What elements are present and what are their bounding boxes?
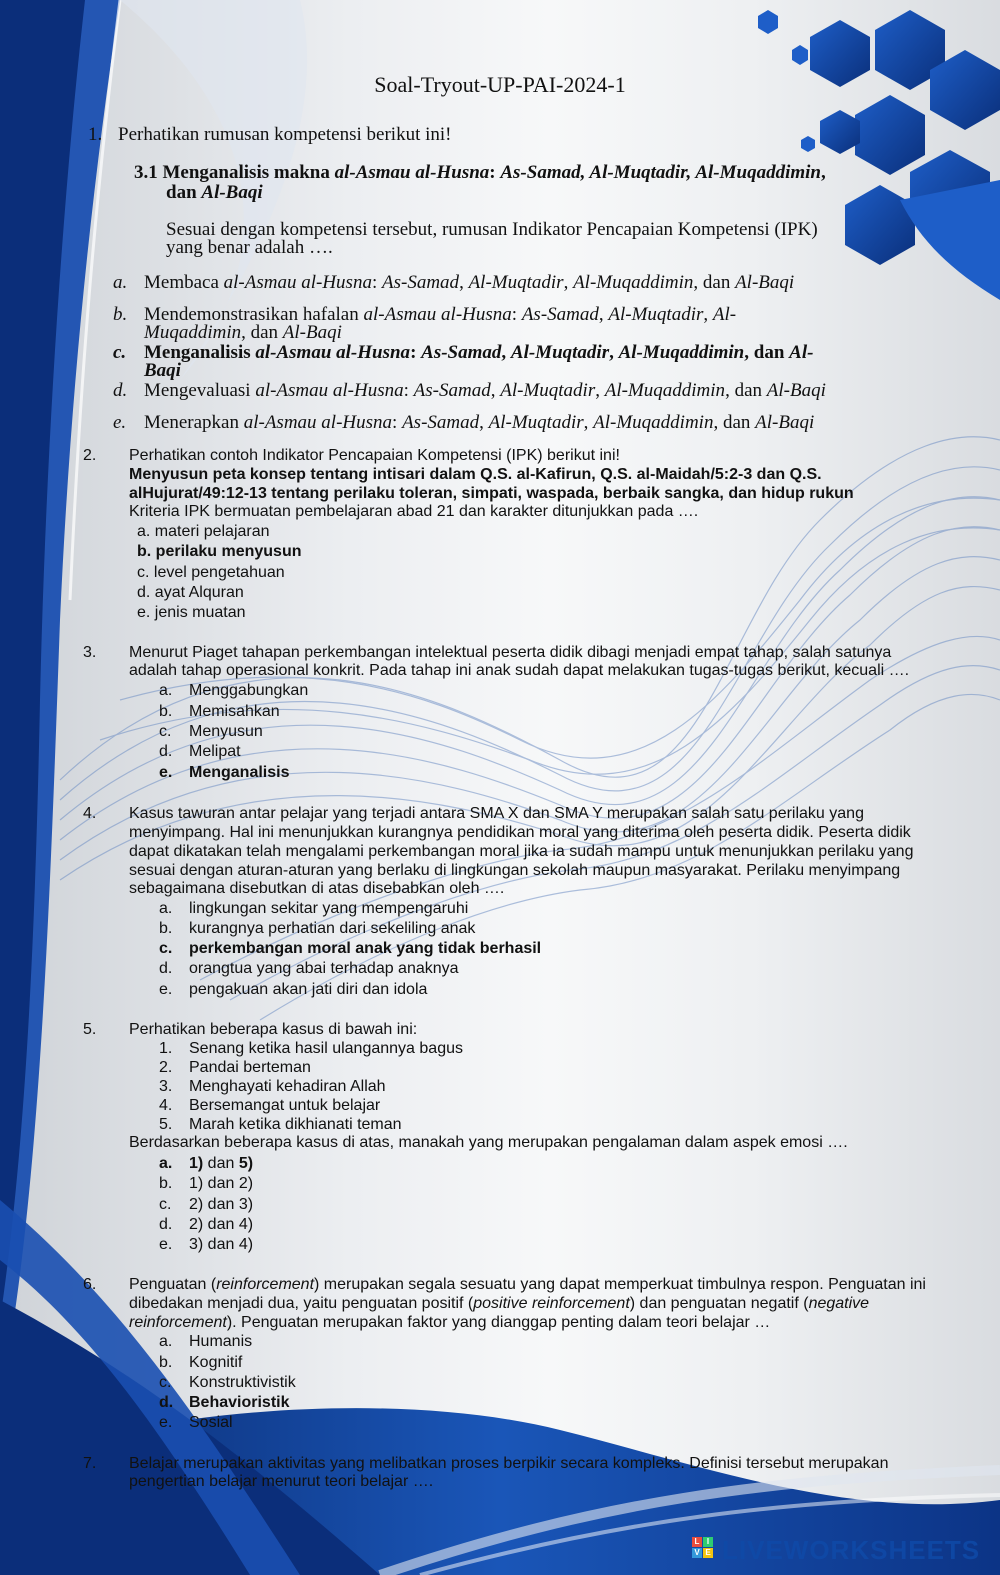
option-text: Membaca al-Asmau al-Husna: As-Samad, Al-Muqtadir, Al-Muqaddimin, dan Al-Baqi bbox=[144, 272, 795, 293]
question-number: 3. bbox=[83, 644, 97, 661]
question-ask: Berdasarkan beberapa kasus di atas, manakah yang merupakan pengalaman dalam aspek emosi …. bbox=[129, 1134, 848, 1151]
question-prompt: Perhatikan contoh Indikator Pencapaian Kompetensi (IPK) berikut ini! bbox=[129, 447, 620, 464]
logo-letter-l: L bbox=[692, 1537, 702, 1547]
logo-letter-i: I bbox=[703, 1537, 713, 1547]
question-number: 4. bbox=[83, 805, 97, 822]
logo-text: LIVEWORKSHEETS bbox=[722, 1535, 981, 1565]
question-text-line2: dibedakan menjadi dua, yaitu penguatan positif (positive reinforcement) dan penguatan negatif (negative bbox=[129, 1295, 870, 1312]
question-text-line3: reinforcement). Penguatan merupakan faktor yang dianggap penting dalam teori belajar … bbox=[129, 1314, 771, 1331]
question-number: 5. bbox=[83, 1021, 97, 1038]
option-label: c. bbox=[113, 342, 127, 363]
option-label: b. bbox=[113, 304, 128, 325]
competency-statement-line1: 3.1 Menganalisis makna al-Asmau al-Husna: As-Samad, Al-Muqtadir, Al-Muqaddimin, bbox=[134, 162, 826, 183]
question-text-line2: adalah tahap operasional konkrit. Pada tahap ini anak sudah dapat melakukan tugas-tugas berikut, kecuali …. bbox=[129, 662, 910, 679]
question-text-line4: sesuai dengan aturan-aturan yang berlaku di lingkungan sekolah maupun masyarakat. Perilaku menyimpang bbox=[129, 862, 901, 879]
liveworksheets-watermark bbox=[692, 1533, 992, 1567]
question-ask: Kriteria IPK bermuatan pembelajaran abad 21 dan karakter ditunjukkan pada …. bbox=[129, 503, 699, 520]
question-text-line1: Penguatan (reinforcement) merupakan segala sesuatu yang dapat memperkuat timbulnya respon. Penguatan ini bbox=[129, 1276, 926, 1293]
logo-letter-e: E bbox=[703, 1548, 713, 1558]
ipk-statement-line1: Menyusun peta konsep tentang intisari dalam Q.S. al-Kafirun, Q.S. al-Maidah/5:2-3 dan Q.S. bbox=[129, 466, 822, 483]
option-e[interactable]: e. jenis muatan bbox=[137, 604, 246, 621]
question-text-line1: Kasus tawuran antar pelajar yang terjadi antara SMA X dan SMA Y merupakan salah satu perilaku yang bbox=[129, 805, 864, 822]
option-text-line1: Mendemonstrasikan hafalan al-Asmau al-Husna: As-Samad, Al-Muqtadir, Al- bbox=[144, 304, 737, 325]
option-b[interactable]: b. perilaku menyusun bbox=[137, 543, 302, 560]
option-text: Menerapkan al-Asmau al-Husna: As-Samad, Al-Muqtadir, Al-Muqaddimin, dan Al-Baqi bbox=[144, 412, 815, 433]
question-number: 6. bbox=[83, 1276, 97, 1293]
question-text-line2: pengertian belajar menurut teori belajar …. bbox=[129, 1473, 434, 1490]
option-text-line2: Baqi bbox=[144, 360, 181, 381]
page-title: Soal-Tryout-UP-PAI-2024-1 bbox=[374, 72, 626, 97]
question-text-line5: sebagaimana disebutkan di atas disebabkan oleh …. bbox=[129, 880, 505, 897]
option-a[interactable]: a. materi pelajaran bbox=[137, 523, 270, 540]
option-label: a. bbox=[113, 272, 128, 293]
question-prompt: Perhatikan rumusan kompetensi berikut ini! bbox=[118, 124, 452, 145]
question-ask-line1: Sesuai dengan kompetensi tersebut, rumusan Indikator Pencapaian Kompetensi (IPK) bbox=[166, 219, 818, 240]
option-c[interactable]: c. level pengetahuan bbox=[137, 564, 285, 581]
question-ask-line2: yang benar adalah …. bbox=[166, 237, 333, 258]
question-text-line3: dapat dikatakan telah mengalami perkembangan moral jika ia sudah mampu untuk menunjukkan perilaku yang bbox=[129, 843, 914, 860]
competency-statement-line2: dan Al-Baqi bbox=[166, 182, 263, 203]
option-text-line2: Muqaddimin, dan Al-Baqi bbox=[144, 322, 342, 343]
option-label: e. bbox=[113, 412, 127, 433]
option-label: d. bbox=[113, 380, 128, 401]
question-number: 2. bbox=[83, 447, 97, 464]
question-number: 1. bbox=[88, 124, 103, 145]
option-d[interactable]: d. ayat Alquran bbox=[137, 584, 244, 601]
worksheet-content: Soal-Tryout-UP-PAI-2024-1 1. Perhatikan rumusan kompetensi berikut ini! 3.1 Menganalisis makna al-Asmau al-Husna: As-Samad, Al-Muqtadir, Al-Muqaddimin, dan Al-Baqi Sesuai dengan kompetensi tersebut, rumusan Indikator Pencapaian Kompetensi (IPK) yang benar adalah …. a. Membaca al-Asmau al-Husna: As-Samad, Al-Muqtadir, Al-Muqaddimin, dan Al-Baqi b. Mendemonstrasikan hafalan al-Asmau al-Husna: As-Samad, Al-Muqtadir, Al- Muqaddimin, dan Al-Baqi c. Menganalisis al-Asmau al-Husna: As-Samad, Al-Muqtadir, Al-Muqaddimin, dan Al- Baqi d. Mengevaluasi al-Asmau al-Husna: As-Samad, Al-Muqtadir, Al-Muqaddimin, dan Al-Baqi e. Menerapkan al-Asmau al-Husna: As-Samad, Al-Muqtadir, Al-Muqaddimin, dan Al-Baqi 2. Perhatikan contoh Indikator Pencapaian Kompetensi (IPK) berikut ini! Menyusun peta konsep tentang intisari dalam Q.S. al-Kafirun, Q.S. al-Maidah/5:2-3 dan Q.S. alHujurat/49:12-13 tentang perilaku toleran, simpati, waspada, berbaik sangka, dan hidup rukun Kriteria IPK bermuatan pembelajaran abad 21 dan karakter ditunjukkan pada …. a. materi pelajaran b. perilaku menyusun c. level pengetahuan d. ayat Alquran e. jenis muatan 3. Menurut Piaget tahapan perkembangan intelektual peserta didik dibagi menjadi empat tahap, salah satunya adalah tahap operasional konkrit. Pada tahap ini anak sudah dapat melakukan tugas-tugas berikut, kecuali …. a. Menggabungkan b. Memisahkan c. Menyusun d. Melipat e. Menganalisis 4. Kasus tawuran antar pelajar yang terjadi antara SMA X dan SMA Y merupakan salah satu perilaku yang menyimpang. Hal ini menunjukkan kurangnya pendidikan moral yang diterima oleh peserta didik. Peserta didik dapat dikatakan telah mengalami perkembangan moral jika ia sudah mampu untuk menunjukkan perilaku yang sesuai dengan aturan-aturan yang berlaku di lingkungan sekolah maupun masyarakat. Perilaku menyimpang sebagaimana disebutkan di atas disebabkan oleh …. a. lingkungan sekitar yang mempengaruhi b. kurangnya perhatian dari sekeliling anak c. perkembangan moral anak yang tidak berhasil d. orangtua yang abai terhadap anaknya e. pengakuan akan jati diri dan idola 5. Perhatikan beberapa kasus di bawah ini: 1. Senang ketika hasil ulangannya bagus 2. Pandai berteman 3. Menghayati kehadiran Allah 4. Bersemangat untuk belajar 5. Marah ketika dikhianati teman Berdasarkan beberapa kasus di atas, manakah yang merupakan pengalaman dalam aspek emosi …. a. 1) dan 5) b. 1) dan 2) c. 2) dan 3) d. 2) dan 4) e. 3) dan 4) 6. Penguatan (reinforcement) merupakan segala sesuatu yang dapat memperkuat timbulnya respon. Penguatan ini dibedakan menjadi dua, yaitu penguatan positif (positive reinforcement) dan penguatan negatif (negative reinforcement). Penguatan merupakan faktor yang dianggap penting dalam teori belajar … a. Humanis b. Kognitif c. Konstruktivistik d. Behavioristik e. Sosial 7. Belajar merupakan aktivitas yang melibatkan proses berpikir secara kompleks. Definisi tersebut merupakan pengertian belajar menurut teori belajar …. L I V E LIVEWORKSHEETS bbox=[0, 0, 1000, 1575]
logo-letter-v: V bbox=[692, 1548, 702, 1558]
option-text-line1: Menganalisis al-Asmau al-Husna: As-Samad, Al-Muqtadir, Al-Muqaddimin, dan Al- bbox=[144, 342, 814, 363]
option-text: Mengevaluasi al-Asmau al-Husna: As-Samad, Al-Muqtadir, Al-Muqaddimin, dan Al-Baqi bbox=[144, 380, 826, 401]
ipk-statement-line2: alHujurat/49:12-13 tentang perilaku toleran, simpati, waspada, berbaik sangka, dan hidup rukun bbox=[129, 485, 854, 502]
question-text-line1: Belajar merupakan aktivitas yang melibatkan proses berpikir secara kompleks. Definisi tersebut merupakan bbox=[129, 1455, 889, 1472]
question-text-line2: menyimpang. Hal ini menunjukkan kurangnya pendidikan moral yang diterima oleh peserta didik. Peserta didik bbox=[129, 824, 911, 841]
question-number: 7. bbox=[83, 1455, 97, 1472]
question-prompt: Perhatikan beberapa kasus di bawah ini: bbox=[129, 1021, 418, 1038]
question-text-line1: Menurut Piaget tahapan perkembangan intelektual peserta didik dibagi menjadi empat tahap, salah satunya bbox=[129, 644, 892, 661]
